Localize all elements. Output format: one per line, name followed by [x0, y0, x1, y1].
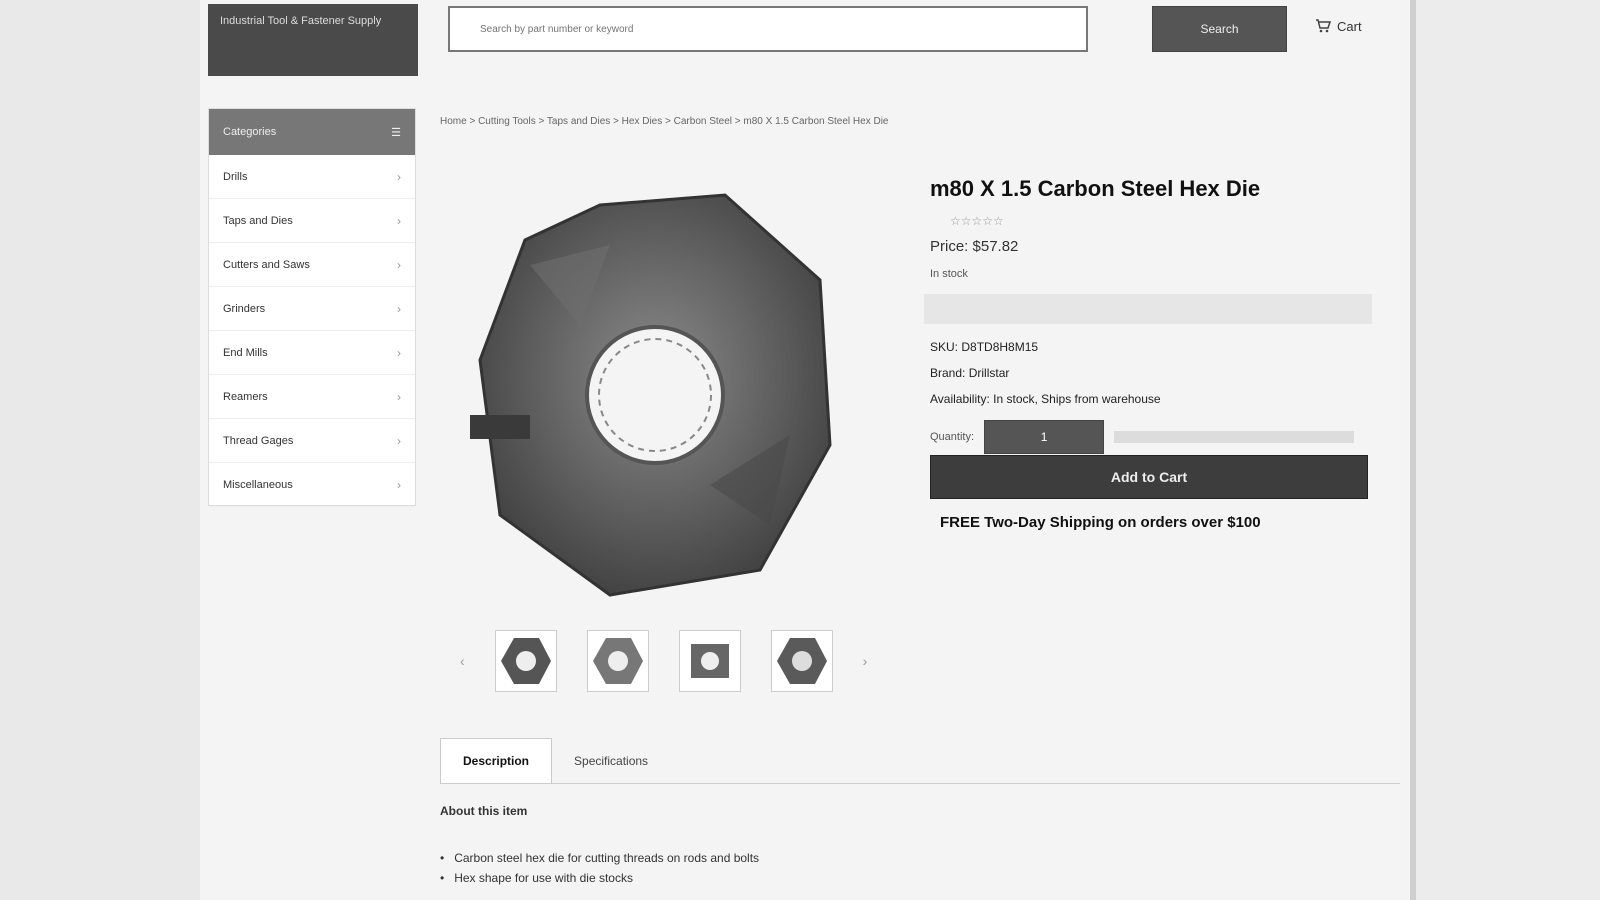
stock-status: In stock	[930, 268, 968, 280]
product-tabs	[440, 738, 1400, 784]
tab-specifications[interactable]: Specifications	[574, 753, 649, 768]
chevron-right-icon: ›	[397, 301, 401, 316]
sidebar-item-label: Taps and Dies	[223, 214, 293, 227]
sidebar-item-label: End Mills	[223, 346, 268, 359]
chevron-right-icon: ›	[397, 213, 401, 228]
chevron-right-icon: ›	[397, 257, 401, 272]
cart-link[interactable]	[1315, 18, 1362, 34]
breadcrumb[interactable]: Home > Cutting Tools > Taps and Dies > Hex Dies > Carbon Steel > m80 X 1.5 Carbon Steel Hex Die	[440, 116, 889, 127]
list-item: • Hex shape for use with die stocks	[440, 868, 1400, 888]
chevron-right-icon: ›	[397, 389, 401, 404]
menu-icon: ☰	[391, 126, 401, 139]
sidebar-item[interactable]	[209, 419, 415, 463]
cart-icon	[1315, 18, 1331, 34]
sidebar-item[interactable]	[209, 155, 415, 199]
sidebar-item[interactable]	[209, 331, 415, 375]
quantity-label: Quantity:	[930, 431, 975, 443]
product-meta	[930, 334, 1161, 412]
description-list	[440, 848, 1400, 888]
product-title: m80 X 1.5 Carbon Steel Hex Die	[930, 176, 1261, 201]
product-image[interactable]	[470, 185, 840, 605]
description-heading: About this item	[440, 804, 528, 818]
sidebar-item[interactable]	[209, 243, 415, 287]
thumbnail[interactable]	[679, 630, 741, 692]
sku-label: SKU:	[930, 340, 959, 354]
divider	[924, 294, 1372, 324]
sidebar-item[interactable]	[209, 199, 415, 243]
search-input[interactable]	[450, 8, 1086, 50]
chevron-right-icon: ›	[397, 345, 401, 360]
list-item: • Carbon steel hex die for cutting threads on rods and bolts	[440, 848, 1400, 868]
sidebar-item-label: Cutters and Saws	[223, 258, 310, 271]
search-bar	[448, 6, 1088, 52]
sidebar-item-label: Drills	[223, 170, 248, 183]
sku-value: D8TD8H8M15	[961, 340, 1039, 354]
category-sidebar	[208, 108, 416, 506]
logo[interactable]: Industrial Tool & Fastener Supply	[208, 4, 418, 76]
sidebar-item-label: Grinders	[223, 302, 266, 315]
sidebar-item-label: Thread Gages	[223, 434, 294, 447]
availability-value: In stock, Ships from warehouse	[993, 392, 1161, 406]
price	[930, 238, 1018, 255]
price-label: Price:	[930, 238, 969, 255]
sidebar-item[interactable]	[209, 375, 415, 419]
cart-label: Cart	[1337, 18, 1362, 34]
chevron-right-icon: ›	[397, 477, 401, 492]
sidebar-item[interactable]	[209, 287, 415, 331]
sidebar-title: Categories	[223, 126, 277, 138]
page	[200, 0, 1410, 900]
chevron-right-icon: ›	[397, 169, 401, 184]
price-value: $57.82	[972, 238, 1019, 255]
rating-stars[interactable]: ☆☆☆☆☆	[950, 214, 1004, 228]
quantity-row	[930, 420, 1354, 454]
thumbnail[interactable]	[771, 630, 833, 692]
search-button[interactable]: Search	[1152, 6, 1287, 52]
sidebar-item-label: Miscellaneous	[223, 478, 293, 491]
right-gutter	[1410, 0, 1600, 900]
thumbnail-strip	[460, 630, 867, 692]
thumbnail[interactable]	[587, 630, 649, 692]
tab-description[interactable]: Description	[440, 738, 552, 783]
chevron-left-icon[interactable]: ‹	[460, 653, 465, 669]
chevron-right-icon: ›	[397, 433, 401, 448]
add-to-cart-button[interactable]: Add to Cart	[930, 455, 1368, 499]
brand-value: Drillstar	[968, 366, 1010, 380]
availability-label: Availability:	[930, 392, 990, 406]
shipping-note: FREE Two-Day Shipping on orders over $100	[940, 514, 1261, 531]
brand-label: Brand:	[930, 366, 966, 380]
sidebar-header[interactable]	[209, 109, 415, 155]
chevron-right-icon[interactable]: ›	[862, 653, 868, 669]
sidebar-item-label: Reamers	[223, 390, 268, 403]
thumbnail[interactable]	[495, 630, 557, 692]
quantity-input[interactable]: 1	[984, 420, 1104, 454]
description-panel	[440, 804, 1400, 888]
sidebar-item[interactable]	[209, 463, 415, 507]
quantity-bar	[1114, 431, 1354, 443]
